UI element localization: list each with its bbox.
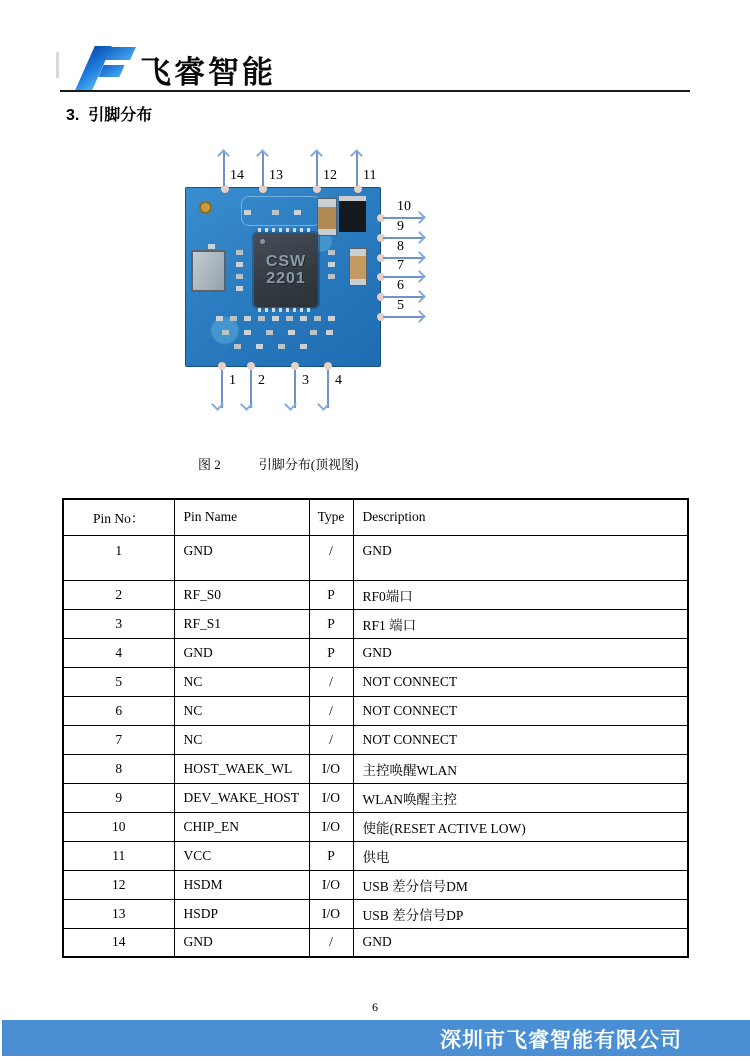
table-cell: NC [174, 725, 309, 754]
pin-number-label: 8 [397, 239, 404, 254]
arrow-head-icon [240, 398, 253, 411]
table-cell: 使能(RESET ACTIVE LOW) [353, 812, 688, 841]
table-row [63, 812, 688, 841]
edge-pad [259, 185, 267, 193]
logo-tick-mark [56, 52, 59, 78]
figure-caption-number: 图 2 [198, 457, 221, 472]
edge-pad [218, 362, 226, 370]
edge-pad [291, 362, 299, 370]
table-row [63, 783, 688, 812]
table-cell: I/O [309, 812, 353, 841]
table-cell: DEV_WAKE_HOST [174, 783, 309, 812]
pin-arrow-up [316, 152, 337, 186]
pin-number-label: 10 [397, 199, 411, 214]
pcb-passive-components [186, 188, 193, 193]
arrow-head-icon [413, 270, 426, 283]
pin-arrow-down [250, 370, 265, 408]
edge-pad [221, 185, 229, 193]
pin-description-table [62, 498, 689, 958]
table-cell: P [309, 841, 353, 870]
pin-number-label: 12 [323, 168, 337, 183]
arrow-head-icon [256, 149, 269, 162]
table-cell: GND [353, 535, 688, 580]
table-cell: 供电 [353, 841, 688, 870]
pin-arrow-up [262, 152, 283, 186]
table-cell: USB 差分信号DP [353, 899, 688, 928]
pin-number-label: 3 [302, 373, 309, 388]
section-title: 3. 引脚分布 [66, 107, 153, 124]
table-cell: 8 [63, 754, 174, 783]
pin-number-label: 4 [335, 373, 342, 388]
table-row [63, 667, 688, 696]
table-row [63, 841, 688, 870]
table-cell: USB 差分信号DM [353, 870, 688, 899]
table-row [63, 754, 688, 783]
table-cell: GND [174, 535, 309, 580]
pcb-module-image [185, 187, 381, 367]
pcb-capacitor [317, 198, 337, 236]
table-cell: GND [174, 638, 309, 667]
pcb-capacitor [349, 248, 367, 286]
pin-number-label: 9 [397, 219, 404, 234]
table-cell: 10 [63, 812, 174, 841]
edge-pad [313, 185, 321, 193]
table-cell: 2 [63, 580, 174, 609]
table-row [63, 725, 688, 754]
arrow-head-icon [310, 149, 323, 162]
table-cell: HOST_WAEK_WL [174, 754, 309, 783]
table-cell: NOT CONNECT [353, 696, 688, 725]
table-cell: / [309, 667, 353, 696]
table-cell: I/O [309, 870, 353, 899]
edge-pad [247, 362, 255, 370]
chip-label-line2: 2201 [266, 270, 306, 287]
table-row [63, 870, 688, 899]
table-cell: 4 [63, 638, 174, 667]
arrow-head-icon [413, 211, 426, 224]
table-row [63, 609, 688, 638]
table-cell: RF0端口 [353, 580, 688, 609]
figure-caption-text: 引脚分布(顶视图) [258, 457, 359, 472]
pin-number-label: 7 [397, 258, 404, 273]
column-header-pin-name: Pin Name [174, 499, 309, 535]
footer-company-name: 深圳市飞睿智能有限公司 [440, 1028, 682, 1052]
table-cell: I/O [309, 899, 353, 928]
table-cell: P [309, 580, 353, 609]
table-cell: RF_S1 [174, 609, 309, 638]
table-cell: 12 [63, 870, 174, 899]
table-cell: CHIP_EN [174, 812, 309, 841]
table-cell: NOT CONNECT [353, 667, 688, 696]
pin-number-label: 11 [363, 168, 377, 183]
table-cell: / [309, 535, 353, 580]
arrow-head-icon [317, 398, 330, 411]
table-cell: NC [174, 696, 309, 725]
arrow-head-icon [413, 231, 426, 244]
logo-bar-mid-shape [98, 65, 124, 77]
footer-bar [2, 1020, 750, 1056]
pcb-crystal-component [191, 250, 226, 292]
table-cell: I/O [309, 754, 353, 783]
table-cell: P [309, 609, 353, 638]
table-cell: VCC [174, 841, 309, 870]
table-cell: RF_S0 [174, 580, 309, 609]
pcb-black-ic [339, 196, 366, 232]
pcb-main-chip [254, 233, 318, 307]
pin-arrow-up [356, 152, 377, 186]
table-cell: GND [174, 928, 309, 957]
page-number: 6 [372, 1000, 378, 1014]
table-cell: 3 [63, 609, 174, 638]
edge-pad [324, 362, 332, 370]
table-cell: HSDP [174, 899, 309, 928]
table-cell: I/O [309, 783, 353, 812]
arrow-head-icon [413, 310, 426, 323]
pin-number-label: 1 [229, 373, 236, 388]
table-cell: P [309, 638, 353, 667]
pin-arrow-up [223, 152, 244, 186]
table-cell: / [309, 725, 353, 754]
table-row [63, 580, 688, 609]
table-cell: HSDM [174, 870, 309, 899]
table-cell: 7 [63, 725, 174, 754]
arrow-head-icon [350, 149, 363, 162]
table-cell: 11 [63, 841, 174, 870]
column-header-pin-no: Pin No： [63, 499, 174, 535]
pin-number-label: 13 [269, 168, 283, 183]
table-row [63, 535, 688, 580]
arrow-head-icon [413, 251, 426, 264]
table-cell: / [309, 928, 353, 957]
arrow-head-icon [284, 398, 297, 411]
table-body [63, 535, 688, 957]
table-cell: / [309, 696, 353, 725]
pcb-gold-via [199, 201, 212, 214]
chip-label-line1: CSW [265, 253, 307, 270]
logo-bar-top-shape [104, 47, 136, 60]
header-divider [60, 90, 690, 92]
pin-arrow-down [327, 370, 342, 408]
arrow-head-icon [211, 398, 224, 411]
pin-number-label: 5 [397, 298, 404, 313]
table-row [63, 928, 688, 957]
table-cell: WLAN唤醒主控 [353, 783, 688, 812]
table-cell: GND [353, 928, 688, 957]
table-cell: 14 [63, 928, 174, 957]
table-row [63, 899, 688, 928]
pin-arrow-down [294, 370, 309, 408]
table-row [63, 638, 688, 667]
table-cell: 9 [63, 783, 174, 812]
table-cell: 5 [63, 667, 174, 696]
arrow-head-icon [217, 149, 230, 162]
table-cell: NOT CONNECT [353, 725, 688, 754]
table-cell: 13 [63, 899, 174, 928]
pin-number-label: 14 [230, 168, 244, 183]
column-header-type: Type [309, 499, 353, 535]
pin-arrow-right [383, 298, 423, 318]
edge-pad [354, 185, 362, 193]
pin-number-label: 2 [258, 373, 265, 388]
figure-caption [185, 438, 358, 489]
company-logo-icon [63, 46, 135, 90]
chip-pin1-dot [260, 239, 265, 244]
arrow-head-icon [413, 290, 426, 303]
table-cell: NC [174, 667, 309, 696]
brand-name: 飞睿智能 [140, 55, 276, 90]
pin-arrow-down [221, 370, 236, 408]
table-row [63, 696, 688, 725]
table-cell: GND [353, 638, 688, 667]
column-header-description: Description [353, 499, 688, 535]
pcb-trace [241, 196, 321, 226]
pin-number-label: 6 [397, 278, 404, 293]
table-header-row [63, 499, 688, 535]
table-cell: 主控唤醒WLAN [353, 754, 688, 783]
table-cell: 1 [63, 535, 174, 580]
table-cell: 6 [63, 696, 174, 725]
table-cell: RF1 端口 [353, 609, 688, 638]
